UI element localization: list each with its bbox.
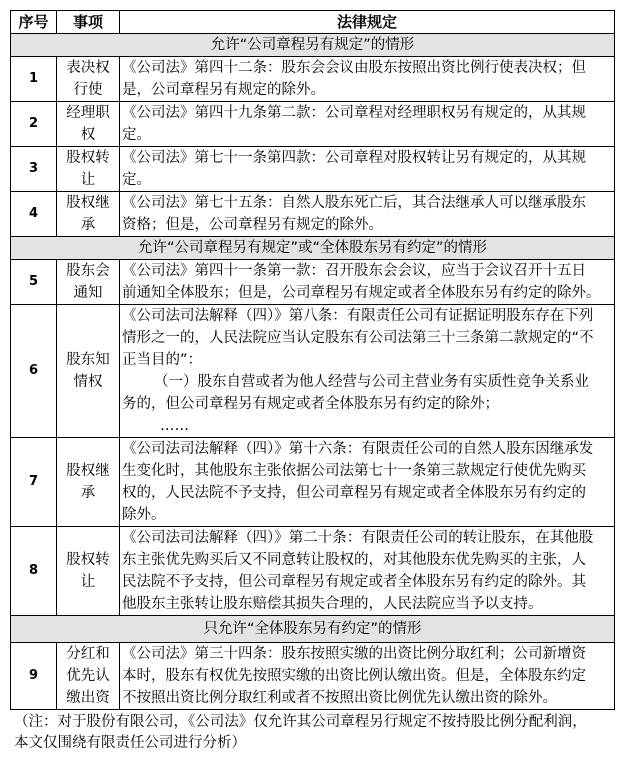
row-item bbox=[57, 305, 120, 438]
provision-line: 《公司法》第四十一条第一款：召开股东会会议，应当于会议召开十五日 bbox=[122, 263, 586, 279]
item-line: 经理职 bbox=[66, 105, 110, 121]
provision-line: 《公司法司法解释（四）》第八条：有限责任公司有证据证明股东存在下列 bbox=[122, 308, 594, 324]
row-item bbox=[57, 102, 120, 147]
provision-line: 务的，但公司章程另有规定或者全体股东另有约定的除外； bbox=[122, 396, 499, 412]
provision-line: （一）股东自营或者为他人经营与公司主营业务有实质性竞争关系业 bbox=[154, 374, 589, 390]
row-provision bbox=[120, 305, 615, 438]
row-provision bbox=[120, 643, 615, 710]
item-line: 股东会 bbox=[66, 263, 110, 279]
item-line: 让 bbox=[80, 574, 96, 590]
table-row bbox=[11, 57, 615, 102]
table-header-row bbox=[11, 11, 615, 34]
row-provision bbox=[120, 102, 615, 147]
row-item bbox=[57, 260, 120, 305]
provision-line: 正当目的”： bbox=[122, 352, 203, 368]
table-row bbox=[11, 192, 615, 237]
provision-line: 民法院不予支持，但公司章程另有规定或者全体股东另有约定的除外。其 bbox=[122, 574, 586, 590]
row-item bbox=[57, 643, 120, 710]
provision-line: 资格；但是，公司章程另有规定的除外。 bbox=[122, 217, 383, 233]
item-line: 股东知 bbox=[66, 352, 110, 368]
row-number: 5 bbox=[11, 260, 57, 305]
section-title: 只允许“全体股东另有约定”的情形 bbox=[11, 616, 615, 643]
header-item: 事项 bbox=[57, 11, 120, 34]
section-header-row bbox=[11, 616, 615, 643]
row-number: 1 bbox=[11, 57, 57, 102]
provision-line: 《公司法》第四十九条第二款：公司章程对经理职权另有规定的，从其规 bbox=[122, 105, 586, 121]
header-number: 序号 bbox=[11, 11, 57, 34]
item-line: 通知 bbox=[73, 285, 103, 301]
row-item bbox=[57, 192, 120, 237]
row-number: 7 bbox=[11, 438, 57, 527]
item-line: 股权转 bbox=[66, 150, 110, 166]
row-provision bbox=[120, 192, 615, 237]
table-row bbox=[11, 260, 615, 305]
item-line: 让 bbox=[80, 172, 96, 188]
footnote bbox=[10, 712, 620, 754]
row-number: 9 bbox=[11, 643, 57, 710]
item-line: 分红和 bbox=[66, 646, 110, 662]
row-number: 3 bbox=[11, 147, 57, 192]
provision-line: 是，公司章程另有规定的除外。 bbox=[122, 82, 325, 98]
row-provision bbox=[120, 147, 615, 192]
item-line: 股权转 bbox=[66, 552, 110, 568]
row-number: 4 bbox=[11, 192, 57, 237]
item-line: 优先认 bbox=[66, 668, 110, 684]
provision-line: 《公司法》第三十四条：股东按照实缴的出资比例分取红利；公司新增资 bbox=[122, 646, 586, 662]
row-item bbox=[57, 147, 120, 192]
item-line: 情权 bbox=[73, 374, 103, 390]
item-line: 行使 bbox=[73, 82, 103, 98]
item-line: 股权继 bbox=[66, 463, 110, 479]
provision-line: 除外。 bbox=[122, 507, 166, 523]
table-row bbox=[11, 305, 615, 438]
row-number: 8 bbox=[11, 527, 57, 616]
provision-line: 权的，人民法院不予支持，但公司章程另有规定或者全体股东另有约定的 bbox=[122, 485, 586, 501]
row-provision bbox=[120, 438, 615, 527]
provision-line: 东主张优先购买后又不同意转让股权的，对其他股东优先购买的主张，人 bbox=[122, 552, 586, 568]
item-line: 权 bbox=[80, 127, 96, 143]
provision-line: 《公司法》第七十五条：自然人股东死亡后，其合法继承人可以继承股东 bbox=[122, 195, 586, 211]
row-number: 2 bbox=[11, 102, 57, 147]
table-row bbox=[11, 438, 615, 527]
provision-line: 情形之一的，人民法院应当认定股东有公司法第三十三条第二款规定的“不 bbox=[122, 330, 594, 346]
provision-line: 定。 bbox=[122, 127, 151, 143]
legal-provisions-table bbox=[10, 10, 615, 710]
row-provision bbox=[120, 260, 615, 305]
section-header-row bbox=[11, 34, 615, 57]
item-line: 承 bbox=[80, 217, 96, 233]
provision-line: 生变化时，其他股东主张依据公司法第七十一条第三款规定行使优先购买 bbox=[122, 463, 586, 479]
row-item bbox=[57, 527, 120, 616]
table-row bbox=[11, 643, 615, 710]
row-provision bbox=[120, 527, 615, 616]
header-provision: 法律规定 bbox=[120, 11, 615, 34]
provision-line: 前通知全体股东；但是，公司章程另有规定或者全体股东另有约定的除外。 bbox=[122, 285, 601, 301]
section-title: 允许“公司章程另有规定”或“全体股东另有约定”的情形 bbox=[11, 237, 615, 260]
provision-line: 本时，股东有权优先按照实缴的出资比例认缴出资。但是，全体股东约定 bbox=[122, 668, 586, 684]
provision-line: 《公司法司法解释（四）》第十六条：有限责任公司的自然人股东因继承发 bbox=[122, 441, 594, 457]
provision-line: 《公司法》第七十一条第四款：公司章程对股权转让另有规定的，从其规 bbox=[122, 150, 586, 166]
footnote-line: （注：对于股份有限公司，《公司法》仅允许其公司章程另行规定不按持股比例分配利润， bbox=[14, 714, 587, 730]
provision-line: 《公司法》第四十二条：股东会会议由股东按照出资比例行使表决权；但 bbox=[122, 60, 586, 76]
item-line: 缴出资 bbox=[66, 690, 110, 706]
item-line: 承 bbox=[80, 485, 96, 501]
footnote-line: 本文仅围绕有限责任公司进行分析） bbox=[14, 735, 246, 751]
section-header-row bbox=[11, 237, 615, 260]
row-item bbox=[57, 438, 120, 527]
provision-line: …… bbox=[160, 418, 189, 434]
item-line: 股权继 bbox=[66, 195, 110, 211]
table-row bbox=[11, 102, 615, 147]
table-row bbox=[11, 527, 615, 616]
section-title: 允许“公司章程另有规定”的情形 bbox=[11, 34, 615, 57]
provision-line: 他股东主张转让股东赔偿其损失合理的，人民法院应当予以支持。 bbox=[122, 596, 543, 612]
provision-line: 《公司法司法解释（四）》第二十条：有限责任公司的转让股东，在其他股 bbox=[122, 530, 594, 546]
item-line: 表决权 bbox=[66, 60, 110, 76]
table-row bbox=[11, 147, 615, 192]
row-number: 6 bbox=[11, 305, 57, 438]
provision-line: 不按照出资比例分取红利或者不按照出资比例优先认缴出资的除外。 bbox=[122, 690, 557, 706]
row-item bbox=[57, 57, 120, 102]
provision-line: 定。 bbox=[122, 172, 151, 188]
row-provision bbox=[120, 57, 615, 102]
